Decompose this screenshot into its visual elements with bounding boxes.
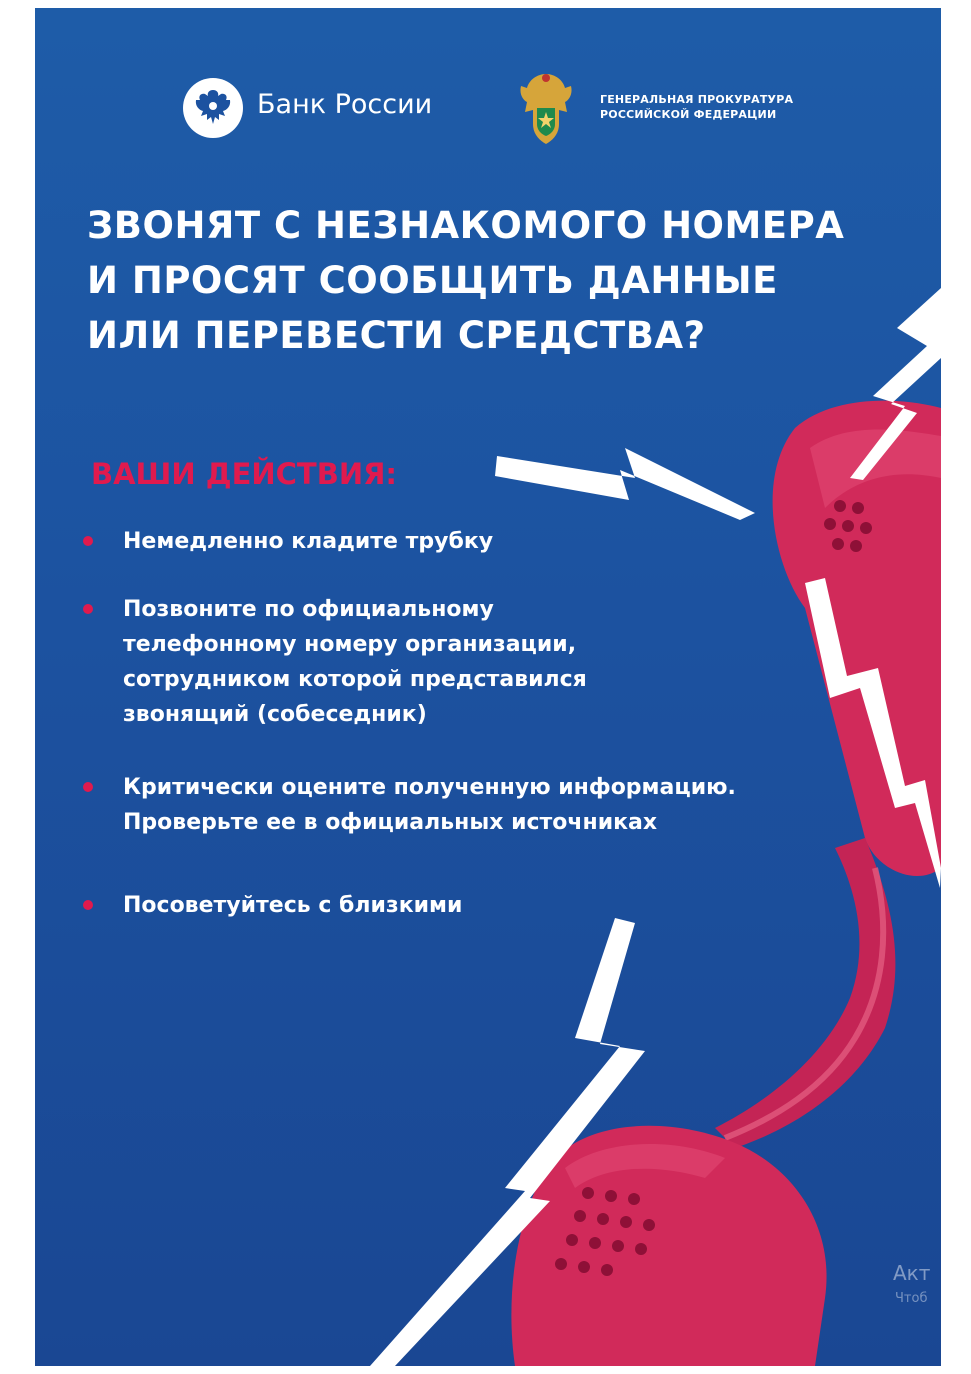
list-item-line: Посоветуйтесь с близкими — [123, 893, 463, 918]
list-item-text — [123, 592, 587, 732]
headline-line1: ЗВОНЯТ С НЕЗНАКОМОГО НОМЕРА — [87, 204, 845, 247]
telephone-handset-icon — [511, 401, 941, 1366]
list-item-line: сотрудником которой представился — [123, 667, 587, 692]
list-item-text — [123, 888, 462, 923]
actions-heading: ВАШИ ДЕЙСТВИЯ: — [91, 457, 398, 491]
headline-line3: ИЛИ ПЕРЕВЕСТИ СРЕДСТВА? — [87, 314, 706, 357]
bank-name: Банк России — [257, 89, 433, 120]
list-item-line: Проверьте ее в официальных источниках — [123, 810, 658, 835]
list-item-line: Позвоните по официальному — [123, 597, 494, 622]
page-title — [87, 198, 844, 363]
activation-watermark: Акт — [893, 1261, 931, 1285]
headline-line2: И ПРОСЯТ СООБЩИТЬ ДАННЫЕ — [87, 259, 778, 302]
list-item-text — [123, 524, 493, 559]
list-item-line: телефонному номеру организации, — [123, 632, 577, 657]
prosecutor-name-line1: ГЕНЕРАЛЬНАЯ ПРОКУРАТУРА — [600, 93, 794, 106]
bullet-dot-icon — [83, 536, 93, 546]
bullet-dot-icon — [83, 900, 93, 910]
bullet-dot-icon — [83, 604, 93, 614]
activation-watermark-sub: Чтоб — [895, 1291, 928, 1306]
list-item-line: Немедленно кладите трубку — [123, 529, 494, 554]
coat-of-arms-emblem-icon — [515, 68, 577, 148]
double-headed-eagle-icon — [181, 76, 245, 140]
list-item-line: звонящий (собеседник) — [123, 702, 427, 727]
list-item-text — [123, 770, 736, 840]
poster — [35, 8, 941, 1366]
bullet-dot-icon — [83, 782, 93, 792]
prosecutor-name-line2: РОССИЙСКОЙ ФЕДЕРАЦИИ — [600, 108, 777, 121]
prosecutor-office-name — [600, 92, 793, 122]
list-item-line: Критически оцените полученную информацию. — [123, 775, 736, 800]
